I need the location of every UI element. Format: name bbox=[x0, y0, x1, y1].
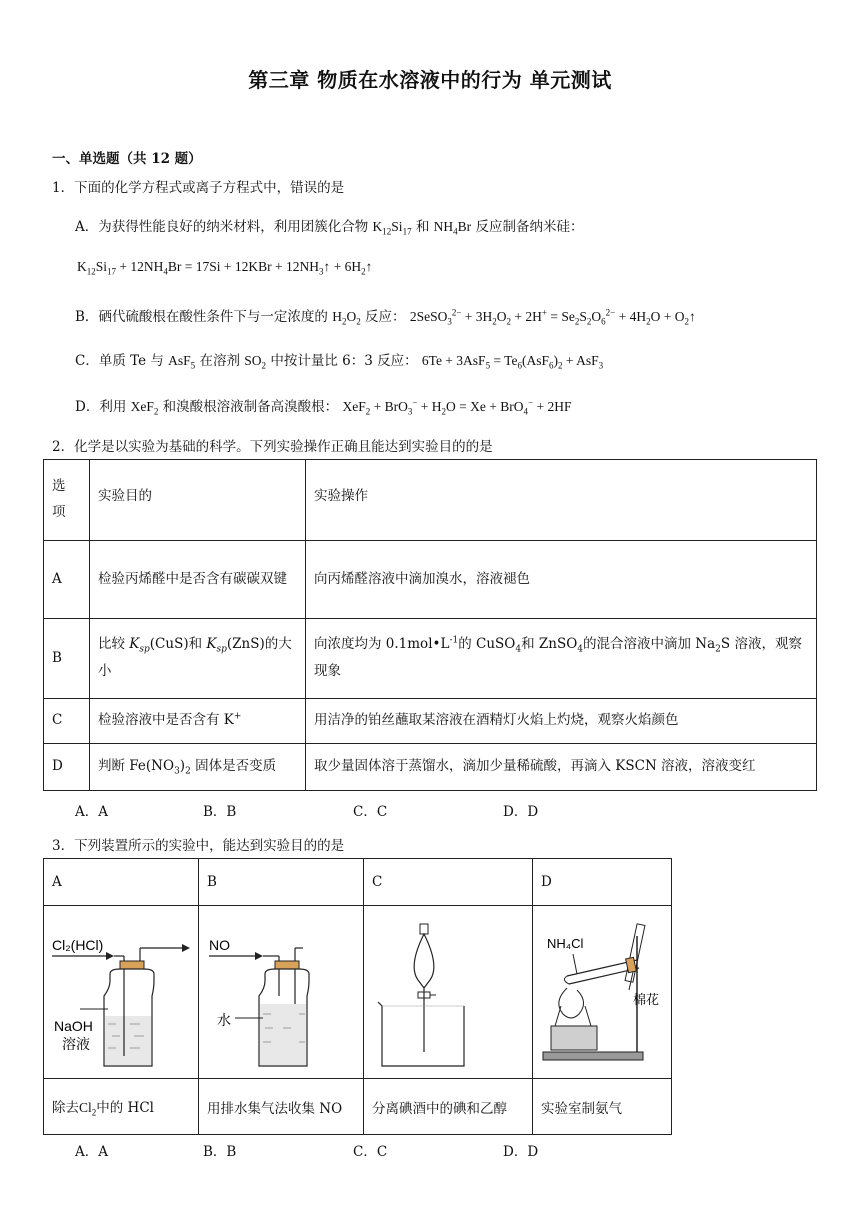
separatory-funnel bbox=[364, 906, 532, 1074]
q1-a-text2: 和 bbox=[415, 219, 430, 235]
q1-option-a bbox=[75, 215, 583, 237]
section-heading: 一、单选题（共 12 题） bbox=[52, 151, 202, 167]
label-no: NO bbox=[209, 937, 230, 953]
q1-a-equation: $K_{12}Si_{17} + 12NH_4Br = 17Si + 12KBr$ + $12NH_3↑$ + $6H_2↑$ bbox=[77, 259, 373, 277]
q1-d-text2: 和溴酸根溶液制备高溴酸根： bbox=[162, 399, 339, 415]
q1-c-text: C．单质 Te 与 bbox=[75, 353, 164, 369]
answer-b: B．B bbox=[203, 804, 237, 820]
apparatus-a bbox=[44, 906, 199, 1079]
apparatus-b bbox=[199, 906, 364, 1079]
caption-b: 用排水集气法收集 NO bbox=[199, 1079, 364, 1135]
ammonia-preparation bbox=[533, 906, 671, 1074]
row-purpose: 检验溶液中是否含有 K+ bbox=[90, 699, 306, 744]
apparatus-row bbox=[44, 906, 672, 1079]
header-c: C bbox=[364, 859, 533, 906]
formula: XeF$_2$ bbox=[130, 399, 159, 417]
q1-d-equation: $XeF_2 + BrO_3^- + H_2O = Xe + BrO_4^- + 2HF$ bbox=[342, 397, 572, 417]
answer-b: B．B bbox=[203, 1144, 237, 1160]
q1-option-d bbox=[75, 395, 571, 417]
q1-c-text2: 在溶剂 bbox=[199, 353, 240, 369]
header-operation: 实验操作 bbox=[306, 460, 817, 541]
q3-table bbox=[43, 858, 672, 1135]
q1-option-c bbox=[75, 349, 603, 371]
answer-d: D．D bbox=[503, 804, 539, 820]
row-operation: 向浓度均为 $0.1mol•L^{-1}$的 CuSO$_4$和 ZnSO$_4$的混合溶液中滴加 $Na_2S$ 溶液，观察现象 bbox=[306, 619, 817, 699]
label-naoh: NaOH bbox=[54, 1018, 93, 1034]
q1-a-text3: 反应制备纳米硅： bbox=[475, 219, 584, 235]
header-option: 选项 bbox=[44, 460, 90, 541]
q1-a-text: A．为获得性能良好的纳米材料，利用团簇化合物 bbox=[75, 219, 369, 235]
row-operation: 取少量固体溶于蒸馏水，滴加少量稀硫酸，再滴入 KSCN 溶液，溶液变红 bbox=[306, 744, 817, 791]
formula: $SO_2$ bbox=[244, 353, 267, 371]
formula: AsF$_5$ bbox=[168, 353, 196, 371]
table-row bbox=[44, 619, 817, 699]
answer-a: A．A bbox=[75, 804, 108, 820]
q1-c-text3: 中按计量比 6：3 反应： bbox=[270, 353, 418, 369]
caption-row bbox=[44, 1079, 672, 1135]
caption-a: 除去$Cl_2$中的 HCl bbox=[44, 1079, 199, 1135]
q2-stem: 2．化学是以实验为基础的科学。下列实验操作正确且能达到实验目的的是 bbox=[52, 439, 493, 455]
formula: $H_2O_2$ bbox=[332, 309, 361, 327]
label-cotton: 棉花 bbox=[633, 992, 660, 1007]
answer-a: A．A bbox=[75, 1144, 108, 1160]
row-key: B bbox=[44, 619, 90, 699]
apparatus-d bbox=[533, 906, 672, 1079]
label-water: 水 bbox=[217, 1012, 231, 1028]
table-row bbox=[44, 541, 817, 619]
formula: $K_{12}Si_{17}$ bbox=[372, 219, 412, 237]
q1-b-equation: 2SeSO$_3^{2-}$ + $3H_2O_2 + 2H^+ = Se_2S_2O_6^{2-} + 4H_2O$ + $O_2↑$ bbox=[409, 307, 696, 327]
gas-wash-bottle-b bbox=[199, 906, 363, 1074]
q1-b-text2: 反应： bbox=[365, 309, 406, 325]
table-header-row bbox=[44, 859, 672, 906]
table-row bbox=[44, 699, 817, 744]
row-purpose: 判断 $Fe(NO_3)_2$ 固体是否变质 bbox=[90, 744, 306, 791]
header-purpose: 实验目的 bbox=[90, 460, 306, 541]
answer-c: C．C bbox=[353, 804, 388, 820]
formula: $NH_4Br$ bbox=[433, 219, 472, 237]
q1-stem: 1．下面的化学方程式或离子方程式中，错误的是 bbox=[52, 180, 345, 196]
q1-option-b bbox=[75, 305, 696, 327]
q3-answers bbox=[75, 1140, 538, 1160]
row-key: A bbox=[44, 541, 90, 619]
caption-d: 实验室制氨气 bbox=[533, 1079, 672, 1135]
row-operation: 用洁净的铂丝蘸取某溶液在酒精灯火焰上灼烧，观察火焰颜色 bbox=[306, 699, 817, 744]
header-d: D bbox=[533, 859, 672, 906]
label-nh4cl: NH₄Cl bbox=[547, 936, 584, 951]
q1-b-text: B．硒代硫酸根在酸性条件下与一定浓度的 bbox=[75, 309, 328, 325]
table-row bbox=[44, 744, 817, 791]
row-key: C bbox=[44, 699, 90, 744]
caption-c: 分离碘酒中的碘和乙醇 bbox=[364, 1079, 533, 1135]
row-purpose: 比较 $K_{sp}(CuS)$和 $K_{sp}(ZnS)$的大小 bbox=[90, 619, 306, 699]
header-a: A bbox=[44, 859, 199, 906]
table-header-row bbox=[44, 460, 817, 541]
q1-c-equation: $6Te + 3AsF_5 = Te_6(AsF_6)_2 + AsF_3$ bbox=[421, 353, 604, 371]
row-purpose: 检验丙烯醛中是否含有碳碳双键 bbox=[90, 541, 306, 619]
header-b: B bbox=[199, 859, 364, 906]
q3-stem: 3．下列装置所示的实验中，能达到实验目的的是 bbox=[52, 838, 345, 854]
answer-c: C．C bbox=[353, 1144, 388, 1160]
q2-answers bbox=[75, 800, 538, 820]
label-cl2-hcl: Cl₂(HCl) bbox=[52, 937, 104, 953]
row-operation: 向丙烯醛溶液中滴加溴水，溶液褪色 bbox=[306, 541, 817, 619]
answer-d: D．D bbox=[503, 1144, 539, 1160]
q2-table bbox=[43, 459, 817, 791]
page-title: 第三章 物质在水溶液中的行为 单元测试 bbox=[248, 68, 612, 92]
row-key: D bbox=[44, 744, 90, 791]
apparatus-c bbox=[364, 906, 533, 1079]
gas-wash-bottle-a bbox=[44, 906, 198, 1074]
q1-d-text: D．利用 bbox=[75, 399, 127, 415]
label-solution: 溶液 bbox=[62, 1036, 90, 1052]
